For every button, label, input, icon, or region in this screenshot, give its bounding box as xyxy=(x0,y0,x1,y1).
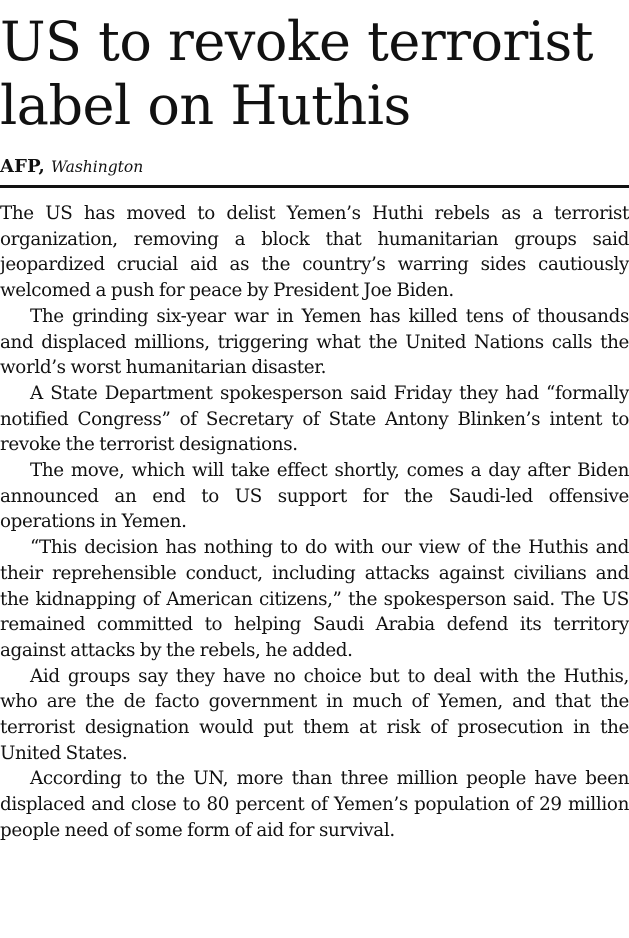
byline xyxy=(0,156,143,178)
article-paragraph: The grinding six-year war in Yemen has killed tens of thousands and displaced millions, triggering what the United Nations calls the world’s worst humanitarian disaster. xyxy=(0,305,629,379)
article-paragraph: A State Department spokesperson said Friday they had “formally notified Congress” of Secretary of State Antony Blinken’s intent to revoke the terrorist designations. xyxy=(0,382,629,456)
article-paragraph: The US has moved to delist Yemen’s Huthi rebels as a terrorist organization, removing a block that humanitarian groups said jeopardized crucial aid as the country’s warring sides cautiously welcomed a push for peace by President Joe Biden. xyxy=(0,203,629,302)
byline-agency: AFP, xyxy=(0,156,46,177)
article-paragraph: The move, which will take effect shortly, comes a day after Biden announced an end to US support for the Saudi-led offensive operations in Yemen. xyxy=(0,460,629,533)
article-paragraph: Aid groups say they have no choice but to deal with the Huthis, who are the de facto government in much of Yemen, and that the terrorist designation would put them at risk of prosecution in the United States. xyxy=(0,665,629,764)
headline: US to revoke terrorist label on Huthis xyxy=(0,10,593,137)
article-body xyxy=(0,201,629,844)
headline-divider xyxy=(0,185,629,188)
article-paragraph: According to the UN, more than three million people have been displaced and close to 80 percent of Yemen’s population of 29 million people need of some form of aid for survival. xyxy=(0,768,629,841)
article-paragraph: “This decision has nothing to do with our view of the Huthis and their reprehensible conduct, including attacks against civilians and the kidnapping of American citizens,” the spokesperson said. The US remained committed to helping Saudi Arabia defend its territory against attacks by the rebels, he added. xyxy=(0,537,629,661)
byline-dateline: Washington xyxy=(51,158,144,176)
